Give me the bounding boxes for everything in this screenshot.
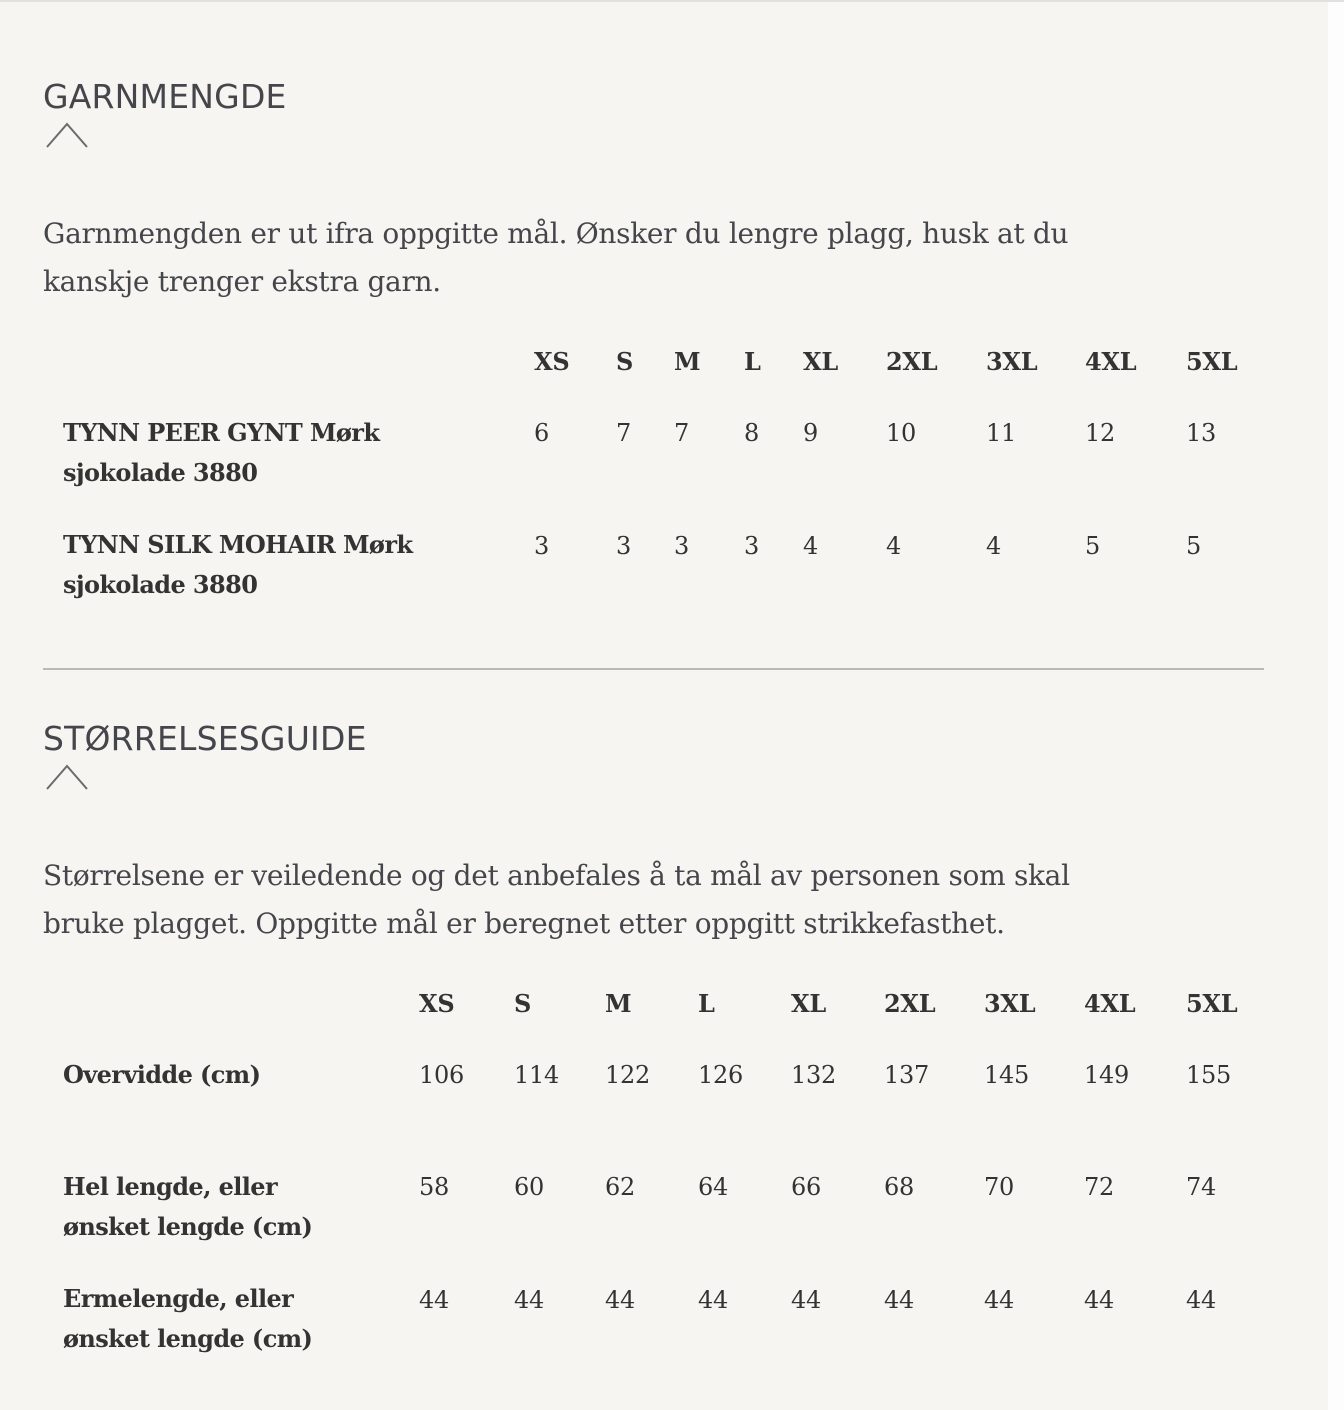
table-cell: 44	[605, 1286, 635, 1314]
table-cell: 44	[698, 1286, 728, 1314]
table-cell: 149	[1084, 1061, 1129, 1089]
table-cell: 60	[514, 1173, 544, 1201]
column-header: XS	[534, 347, 570, 376]
column-header: XL	[791, 989, 826, 1018]
column-header: 3XL	[984, 989, 1036, 1018]
table-cell: 13	[1186, 419, 1216, 447]
column-header: 4XL	[1085, 347, 1137, 376]
row-label-line-2: ønsket lengde (cm)	[63, 1324, 313, 1353]
table-cell: 74	[1186, 1173, 1216, 1201]
column-header: M	[674, 347, 701, 376]
column-header: 3XL	[986, 347, 1038, 376]
yarn-section-title[interactable]: GARNMENGDE	[43, 77, 287, 116]
size-intro	[43, 852, 1243, 948]
row-label-line-1: Overvidde (cm)	[63, 1060, 261, 1089]
table-cell: 3	[534, 532, 549, 560]
table-cell: 44	[1186, 1286, 1216, 1314]
chevron-up-icon[interactable]	[45, 762, 89, 790]
row-label	[63, 1167, 403, 1247]
table-cell: 6	[534, 419, 549, 447]
row-label-line-2: ønsket lengde (cm)	[63, 1212, 313, 1241]
column-header: 2XL	[886, 347, 938, 376]
table-cell: 145	[984, 1061, 1029, 1089]
table-cell: 44	[419, 1286, 449, 1314]
table-cell: 44	[791, 1286, 821, 1314]
column-header: S	[616, 347, 634, 376]
table-cell: 44	[1084, 1286, 1114, 1314]
row-label-line-1: Hel lengde, eller	[63, 1172, 278, 1201]
table-cell: 64	[698, 1173, 728, 1201]
table-cell: 132	[791, 1061, 836, 1089]
yarn-intro	[43, 210, 1243, 306]
column-header: 2XL	[884, 989, 936, 1018]
table-cell: 126	[698, 1061, 743, 1089]
row-label	[63, 1055, 403, 1095]
row-label	[63, 525, 503, 605]
size-section-title[interactable]: STØRRELSESGUIDE	[43, 719, 367, 758]
column-header: 5XL	[1186, 347, 1238, 376]
row-label-line-2: sjokolade 3880	[63, 570, 258, 599]
column-header: XL	[803, 347, 838, 376]
row-label	[63, 1279, 403, 1359]
column-header: S	[514, 989, 532, 1018]
yarn-intro-line-2: kanskje trenger ekstra garn.	[43, 265, 441, 298]
table-cell: 8	[744, 419, 759, 447]
column-header: XS	[419, 989, 455, 1018]
table-cell: 70	[984, 1173, 1014, 1201]
table-cell: 4	[886, 532, 901, 560]
table-cell: 114	[514, 1061, 559, 1089]
row-label-line-2: sjokolade 3880	[63, 458, 258, 487]
table-cell: 7	[674, 419, 689, 447]
yarn-intro-line-1: Garnmengden er ut ifra oppgitte mål. Ønsker du lengre plagg, husk at du	[43, 217, 1069, 250]
table-cell: 9	[803, 419, 818, 447]
row-label-line-1: Ermelengde, eller	[63, 1284, 294, 1313]
row-label-line-1: TYNN SILK MOHAIR Mørk	[63, 530, 413, 559]
table-cell: 3	[616, 532, 631, 560]
table-cell: 44	[984, 1286, 1014, 1314]
column-header: 5XL	[1186, 989, 1238, 1018]
section-divider	[43, 668, 1264, 670]
size-intro-line-2: bruke plagget. Oppgitte mål er beregnet etter oppgitt strikkefasthet.	[43, 907, 1005, 940]
column-header: L	[698, 989, 715, 1018]
table-cell: 66	[791, 1173, 821, 1201]
table-cell: 3	[674, 532, 689, 560]
column-header: M	[605, 989, 632, 1018]
table-cell: 3	[744, 532, 759, 560]
table-cell: 7	[616, 419, 631, 447]
column-header: L	[744, 347, 761, 376]
table-cell: 62	[605, 1173, 635, 1201]
table-cell: 5	[1186, 532, 1201, 560]
row-label	[63, 413, 503, 493]
table-cell: 155	[1186, 1061, 1231, 1089]
table-cell: 122	[605, 1061, 650, 1089]
table-cell: 10	[886, 419, 916, 447]
column-header: 4XL	[1084, 989, 1136, 1018]
table-cell: 44	[884, 1286, 914, 1314]
chevron-up-icon[interactable]	[45, 120, 89, 148]
table-cell: 137	[884, 1061, 929, 1089]
row-label-line-1: TYNN PEER GYNT Mørk	[63, 418, 380, 447]
table-cell: 58	[419, 1173, 449, 1201]
table-cell: 4	[803, 532, 818, 560]
table-cell: 4	[986, 532, 1001, 560]
table-cell: 5	[1085, 532, 1100, 560]
size-intro-line-1: Størrelsene er veiledende og det anbefales å ta mål av personen som skal	[43, 859, 1070, 892]
table-cell: 68	[884, 1173, 914, 1201]
table-cell: 12	[1085, 419, 1115, 447]
table-cell: 44	[514, 1286, 544, 1314]
table-cell: 72	[1084, 1173, 1114, 1201]
table-cell: 106	[419, 1061, 464, 1089]
table-cell: 11	[986, 419, 1016, 447]
